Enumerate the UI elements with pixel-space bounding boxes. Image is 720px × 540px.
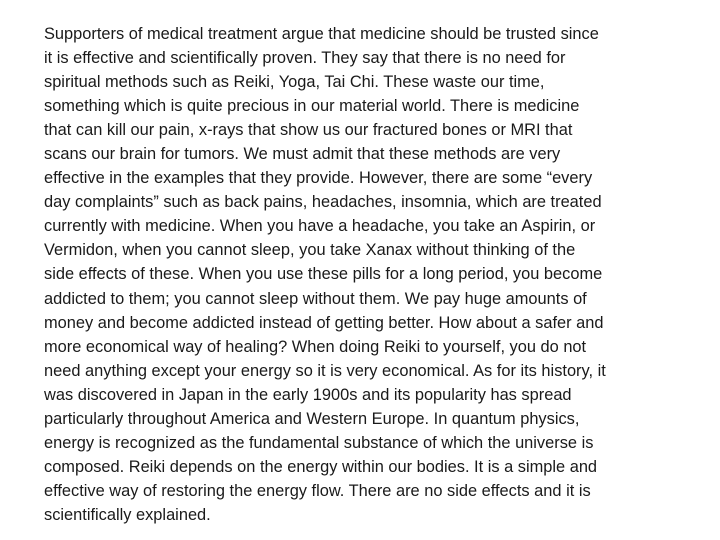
paragraph-line-4: something which is quite precious in our material world. There is medicine bbox=[44, 97, 580, 116]
paragraph-line-7: effective in the examples that they provide. However, there are some “every bbox=[44, 169, 593, 188]
paragraph-line-2: it is effective and scientifically proven. They say that there is no need for bbox=[44, 49, 566, 68]
paragraph-line-21: scientifically explained. bbox=[44, 505, 211, 524]
paragraph-line-8: day complaints” such as back pains, headaches, insomnia, which are treated bbox=[44, 193, 602, 212]
paragraph-line-5: that can kill our pain, x-rays that show us our fractured bones or MRI that bbox=[44, 121, 573, 140]
paragraph-line-17: particularly throughout America and Western Europe. In quantum physics, bbox=[44, 409, 580, 428]
paragraph-line-12: addicted to them; you cannot sleep without them. We pay huge amounts of bbox=[44, 289, 587, 308]
paragraph-line-19: composed. Reiki depends on the energy within our bodies. It is a simple and bbox=[44, 457, 598, 476]
paragraph-line-9: currently with medicine. When you have a headache, you take an Aspirin, or bbox=[44, 217, 596, 236]
paragraph-line-13: money and become addicted instead of getting better. How about a safer and bbox=[44, 313, 604, 332]
paragraph-line-18: energy is recognized as the fundamental substance of which the universe is bbox=[44, 433, 594, 452]
paragraph-line-11: side effects of these. When you use these pills for a long period, you become bbox=[44, 265, 603, 284]
paragraph-line-6: scans our brain for tumors. We must admit that these methods are very bbox=[44, 145, 561, 164]
paragraph-line-16: was discovered in Japan in the early 1900s and its popularity has spread bbox=[44, 385, 572, 404]
paragraph-line-1: Supporters of medical treatment argue that medicine should be trusted since bbox=[44, 25, 599, 43]
paragraph-line-3: spiritual methods such as Reiki, Yoga, Tai Chi. These waste our time, bbox=[44, 73, 545, 92]
paragraph-line-20: effective way of restoring the energy flow. There are no side effects and it is bbox=[44, 481, 591, 500]
paragraph-line-15: need anything except your energy so it is very economical. As for its history, it bbox=[44, 361, 606, 380]
essay-paragraph bbox=[44, 22, 684, 527]
paragraph-line-10: Vermidon, when you cannot sleep, you take Xanax without thinking of the bbox=[44, 241, 576, 260]
paragraph-line-14: more economical way of healing? When doing Reiki to yourself, you do not bbox=[44, 337, 587, 356]
